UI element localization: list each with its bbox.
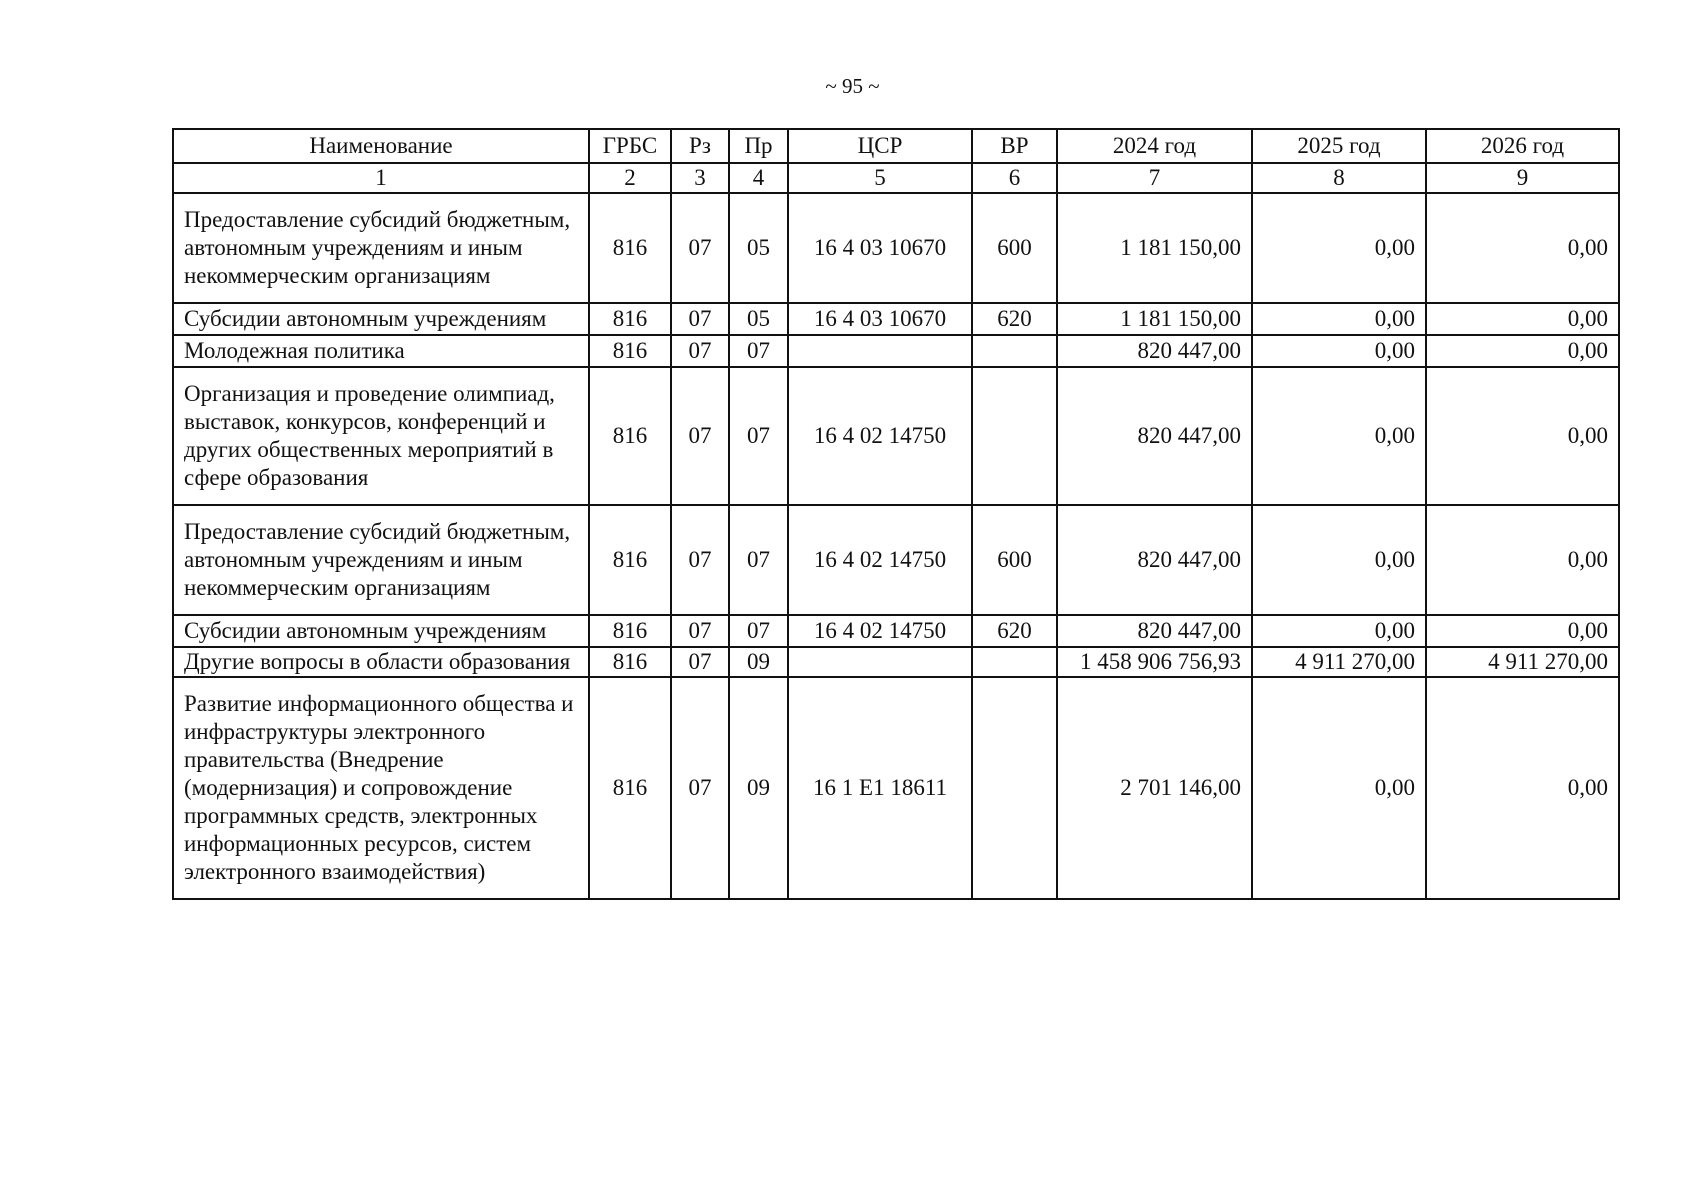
table-row (173, 647, 1619, 677)
row-2025: 0,00 (1252, 193, 1426, 303)
row-name: Другие вопросы в области образования (173, 647, 589, 677)
table-row (173, 303, 1619, 335)
row-2025: 4 911 270,00 (1252, 647, 1426, 677)
row-csr: 16 1 E1 18611 (788, 677, 972, 899)
column-index: 4 (729, 163, 788, 193)
row-name: Субсидии автономным учреждениям (173, 303, 589, 335)
row-vr: 620 (972, 303, 1057, 335)
row-2026: 0,00 (1426, 505, 1619, 615)
row-2024: 820 447,00 (1057, 367, 1252, 505)
row-name: Развитие информационного общества и инфраструктуры электронного правительства (Внедрение (модернизация) и сопровождение программных средств, электронных информационных ресурсов, систем электронного взаимодействия) (173, 677, 589, 899)
row-csr: 16 4 03 10670 (788, 193, 972, 303)
column-index: 8 (1252, 163, 1426, 193)
header-2024: 2024 год (1057, 129, 1252, 163)
row-pr: 07 (729, 615, 788, 647)
row-2026: 0,00 (1426, 677, 1619, 899)
row-grbs: 816 (589, 505, 671, 615)
row-name: Предоставление субсидий бюджетным, автономным учреждениям и иным некоммерческим организациям (173, 505, 589, 615)
table-row (173, 367, 1619, 505)
header-vr: ВР (972, 129, 1057, 163)
row-2025: 0,00 (1252, 335, 1426, 367)
row-csr: 16 4 02 14750 (788, 505, 972, 615)
column-index: 9 (1426, 163, 1619, 193)
header-pr: Пр (729, 129, 788, 163)
row-rz: 07 (671, 335, 729, 367)
row-pr: 09 (729, 647, 788, 677)
row-grbs: 816 (589, 335, 671, 367)
row-pr: 07 (729, 367, 788, 505)
header-rz: Рз (671, 129, 729, 163)
table-row (173, 615, 1619, 647)
column-index: 2 (589, 163, 671, 193)
row-2024: 820 447,00 (1057, 335, 1252, 367)
header-2025: 2025 год (1252, 129, 1426, 163)
row-2025: 0,00 (1252, 505, 1426, 615)
table-row (173, 505, 1619, 615)
page-number: ~ 95 ~ (825, 74, 880, 98)
column-index: 7 (1057, 163, 1252, 193)
row-2026: 0,00 (1426, 335, 1619, 367)
row-grbs: 816 (589, 615, 671, 647)
row-rz: 07 (671, 367, 729, 505)
column-index: 5 (788, 163, 972, 193)
column-index: 6 (972, 163, 1057, 193)
table-row (173, 335, 1619, 367)
row-pr: 09 (729, 677, 788, 899)
row-2026: 0,00 (1426, 367, 1619, 505)
row-csr (788, 647, 972, 677)
row-vr: 600 (972, 505, 1057, 615)
row-rz: 07 (671, 677, 729, 899)
row-vr (972, 335, 1057, 367)
row-2025: 0,00 (1252, 677, 1426, 899)
row-csr: 16 4 02 14750 (788, 615, 972, 647)
budget-table (172, 128, 1620, 900)
row-2026: 0,00 (1426, 193, 1619, 303)
row-name: Организация и проведение олимпиад, выставок, конкурсов, конференций и других общественных мероприятий в сфере образования (173, 367, 589, 505)
column-index-row (173, 163, 1619, 193)
header-row (173, 129, 1619, 163)
header-2026: 2026 год (1426, 129, 1619, 163)
header-grbs: ГРБС (589, 129, 671, 163)
row-csr: 16 4 03 10670 (788, 303, 972, 335)
row-grbs: 816 (589, 677, 671, 899)
row-vr (972, 647, 1057, 677)
row-name: Предоставление субсидий бюджетным, автономным учреждениям и иным некоммерческим организациям (173, 193, 589, 303)
row-rz: 07 (671, 303, 729, 335)
row-rz: 07 (671, 647, 729, 677)
row-rz: 07 (671, 505, 729, 615)
row-2026: 0,00 (1426, 303, 1619, 335)
row-2024: 1 181 150,00 (1057, 303, 1252, 335)
row-csr (788, 335, 972, 367)
row-name: Субсидии автономным учреждениям (173, 615, 589, 647)
row-grbs: 816 (589, 303, 671, 335)
row-grbs: 816 (589, 193, 671, 303)
row-rz: 07 (671, 193, 729, 303)
row-rz: 07 (671, 615, 729, 647)
row-csr: 16 4 02 14750 (788, 367, 972, 505)
row-grbs: 816 (589, 647, 671, 677)
row-2024: 1 458 906 756,93 (1057, 647, 1252, 677)
row-2024: 820 447,00 (1057, 505, 1252, 615)
header-name: Наименование (173, 129, 589, 163)
column-index: 3 (671, 163, 729, 193)
header-csr: ЦСР (788, 129, 972, 163)
row-name: Молодежная политика (173, 335, 589, 367)
row-vr: 620 (972, 615, 1057, 647)
row-2024: 820 447,00 (1057, 615, 1252, 647)
table-row (173, 193, 1619, 303)
row-2024: 1 181 150,00 (1057, 193, 1252, 303)
row-pr: 07 (729, 335, 788, 367)
row-pr: 05 (729, 193, 788, 303)
column-index: 1 (173, 163, 589, 193)
row-2024: 2 701 146,00 (1057, 677, 1252, 899)
row-2025: 0,00 (1252, 303, 1426, 335)
row-vr (972, 677, 1057, 899)
row-2026: 4 911 270,00 (1426, 647, 1619, 677)
row-vr (972, 367, 1057, 505)
row-pr: 07 (729, 505, 788, 615)
row-2025: 0,00 (1252, 367, 1426, 505)
row-grbs: 816 (589, 367, 671, 505)
row-2026: 0,00 (1426, 615, 1619, 647)
table-row (173, 677, 1619, 899)
row-2025: 0,00 (1252, 615, 1426, 647)
row-vr: 600 (972, 193, 1057, 303)
row-pr: 05 (729, 303, 788, 335)
